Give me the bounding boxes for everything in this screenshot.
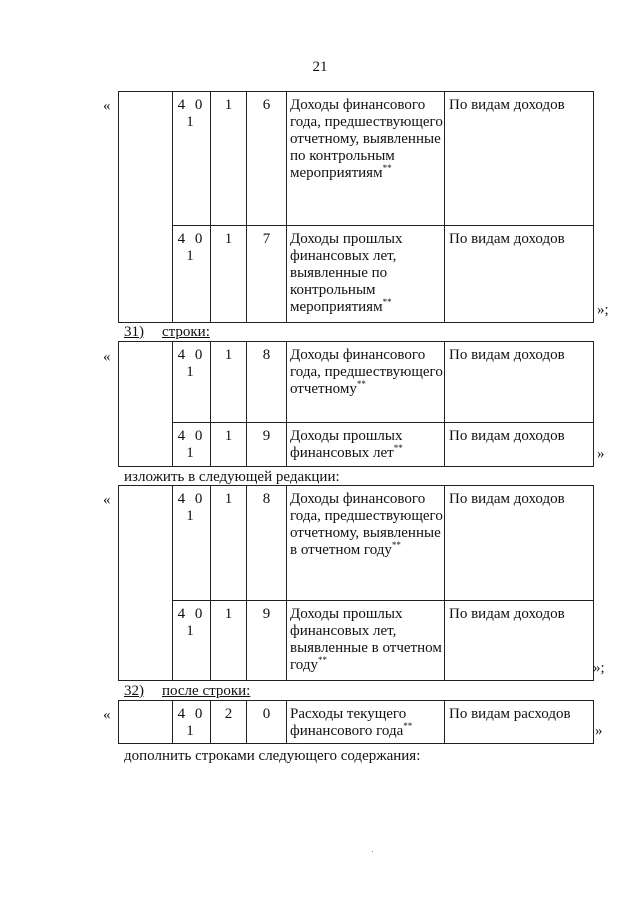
code-a-cell: 1 [210, 486, 246, 600]
open-quote: « [103, 707, 111, 723]
code-b-cell: 9 [246, 601, 286, 681]
code-a-cell: 2 [210, 701, 246, 743]
code-b-cell: 0 [246, 701, 286, 743]
name-cell: Расходы текущего финансового года** [286, 701, 444, 743]
code-b-cell: 6 [246, 92, 286, 225]
desc-cell: По видам доходов [444, 92, 593, 225]
code-cell: 4 0 1 [172, 601, 210, 681]
name-cell: Доходы финансового года, предшествующего отчетному** [286, 342, 444, 422]
desc-cell: По видам доходов [444, 226, 593, 323]
desc-cell: По видам доходов [444, 342, 593, 422]
code-cell: 4 0 1 [172, 486, 210, 600]
item-32-number: 32) [124, 683, 144, 699]
name-cell: Доходы финансового года, предшествующего отчетному, выявленные в отчетном году** [286, 486, 444, 600]
name-cell: Доходы финансового года, предшествующего отчетному, выявленные по контрольным мероприятиям** [286, 92, 444, 225]
table-section-1 [118, 91, 594, 323]
code-a-cell: 1 [210, 342, 246, 422]
code-cell: 4 0 1 [172, 92, 210, 225]
item-31-text: строки: [162, 324, 210, 340]
replace-text: изложить в следующей редакции: [124, 469, 340, 485]
desc-cell: По видам доходов [444, 486, 593, 600]
page-number: 21 [312, 59, 328, 75]
code-a-cell: 1 [210, 226, 246, 323]
item-32-text: после строки: [162, 683, 251, 699]
table-section-3 [118, 485, 594, 681]
code-b-cell: 8 [246, 342, 286, 422]
append-text: дополнить строками следующего содержания: [124, 748, 421, 764]
table-section-4 [118, 700, 594, 744]
table-row [172, 486, 593, 600]
code-cell: 4 0 1 [172, 226, 210, 323]
code-cell: 4 0 1 [172, 423, 210, 466]
code-a-cell: 1 [210, 601, 246, 681]
open-quote: « [103, 492, 111, 508]
table-row [172, 92, 593, 225]
code-a-cell: 1 [210, 92, 246, 225]
code-b-cell: 8 [246, 486, 286, 600]
close-quote: »; [597, 302, 609, 318]
close-quote: » [597, 446, 605, 462]
open-quote: « [103, 349, 111, 365]
name-cell: Доходы прошлых финансовых лет, выявленные в отчетном году** [286, 601, 444, 681]
table-row [172, 701, 593, 743]
code-b-cell: 9 [246, 423, 286, 466]
desc-cell: По видам доходов [444, 423, 593, 466]
table-section-2 [118, 341, 594, 467]
scan-speck [372, 851, 373, 852]
open-quote: « [103, 98, 111, 114]
close-quote: » [595, 723, 603, 739]
table-row [172, 423, 593, 466]
code-cell: 4 0 1 [172, 342, 210, 422]
desc-cell: По видам расходов [444, 701, 593, 743]
empty-cell [119, 92, 172, 322]
close-quote: »; [593, 660, 605, 676]
code-b-cell: 7 [246, 226, 286, 323]
item-31-number: 31) [124, 324, 144, 340]
name-cell: Доходы прошлых финансовых лет** [286, 423, 444, 466]
table-row [172, 601, 593, 681]
name-cell: Доходы прошлых финансовых лет, выявленные по контрольным мероприятиям** [286, 226, 444, 323]
table-row [172, 226, 593, 323]
code-a-cell: 1 [210, 423, 246, 466]
table-row [172, 342, 593, 422]
desc-cell: По видам доходов [444, 601, 593, 681]
code-cell: 4 0 1 [172, 701, 210, 743]
